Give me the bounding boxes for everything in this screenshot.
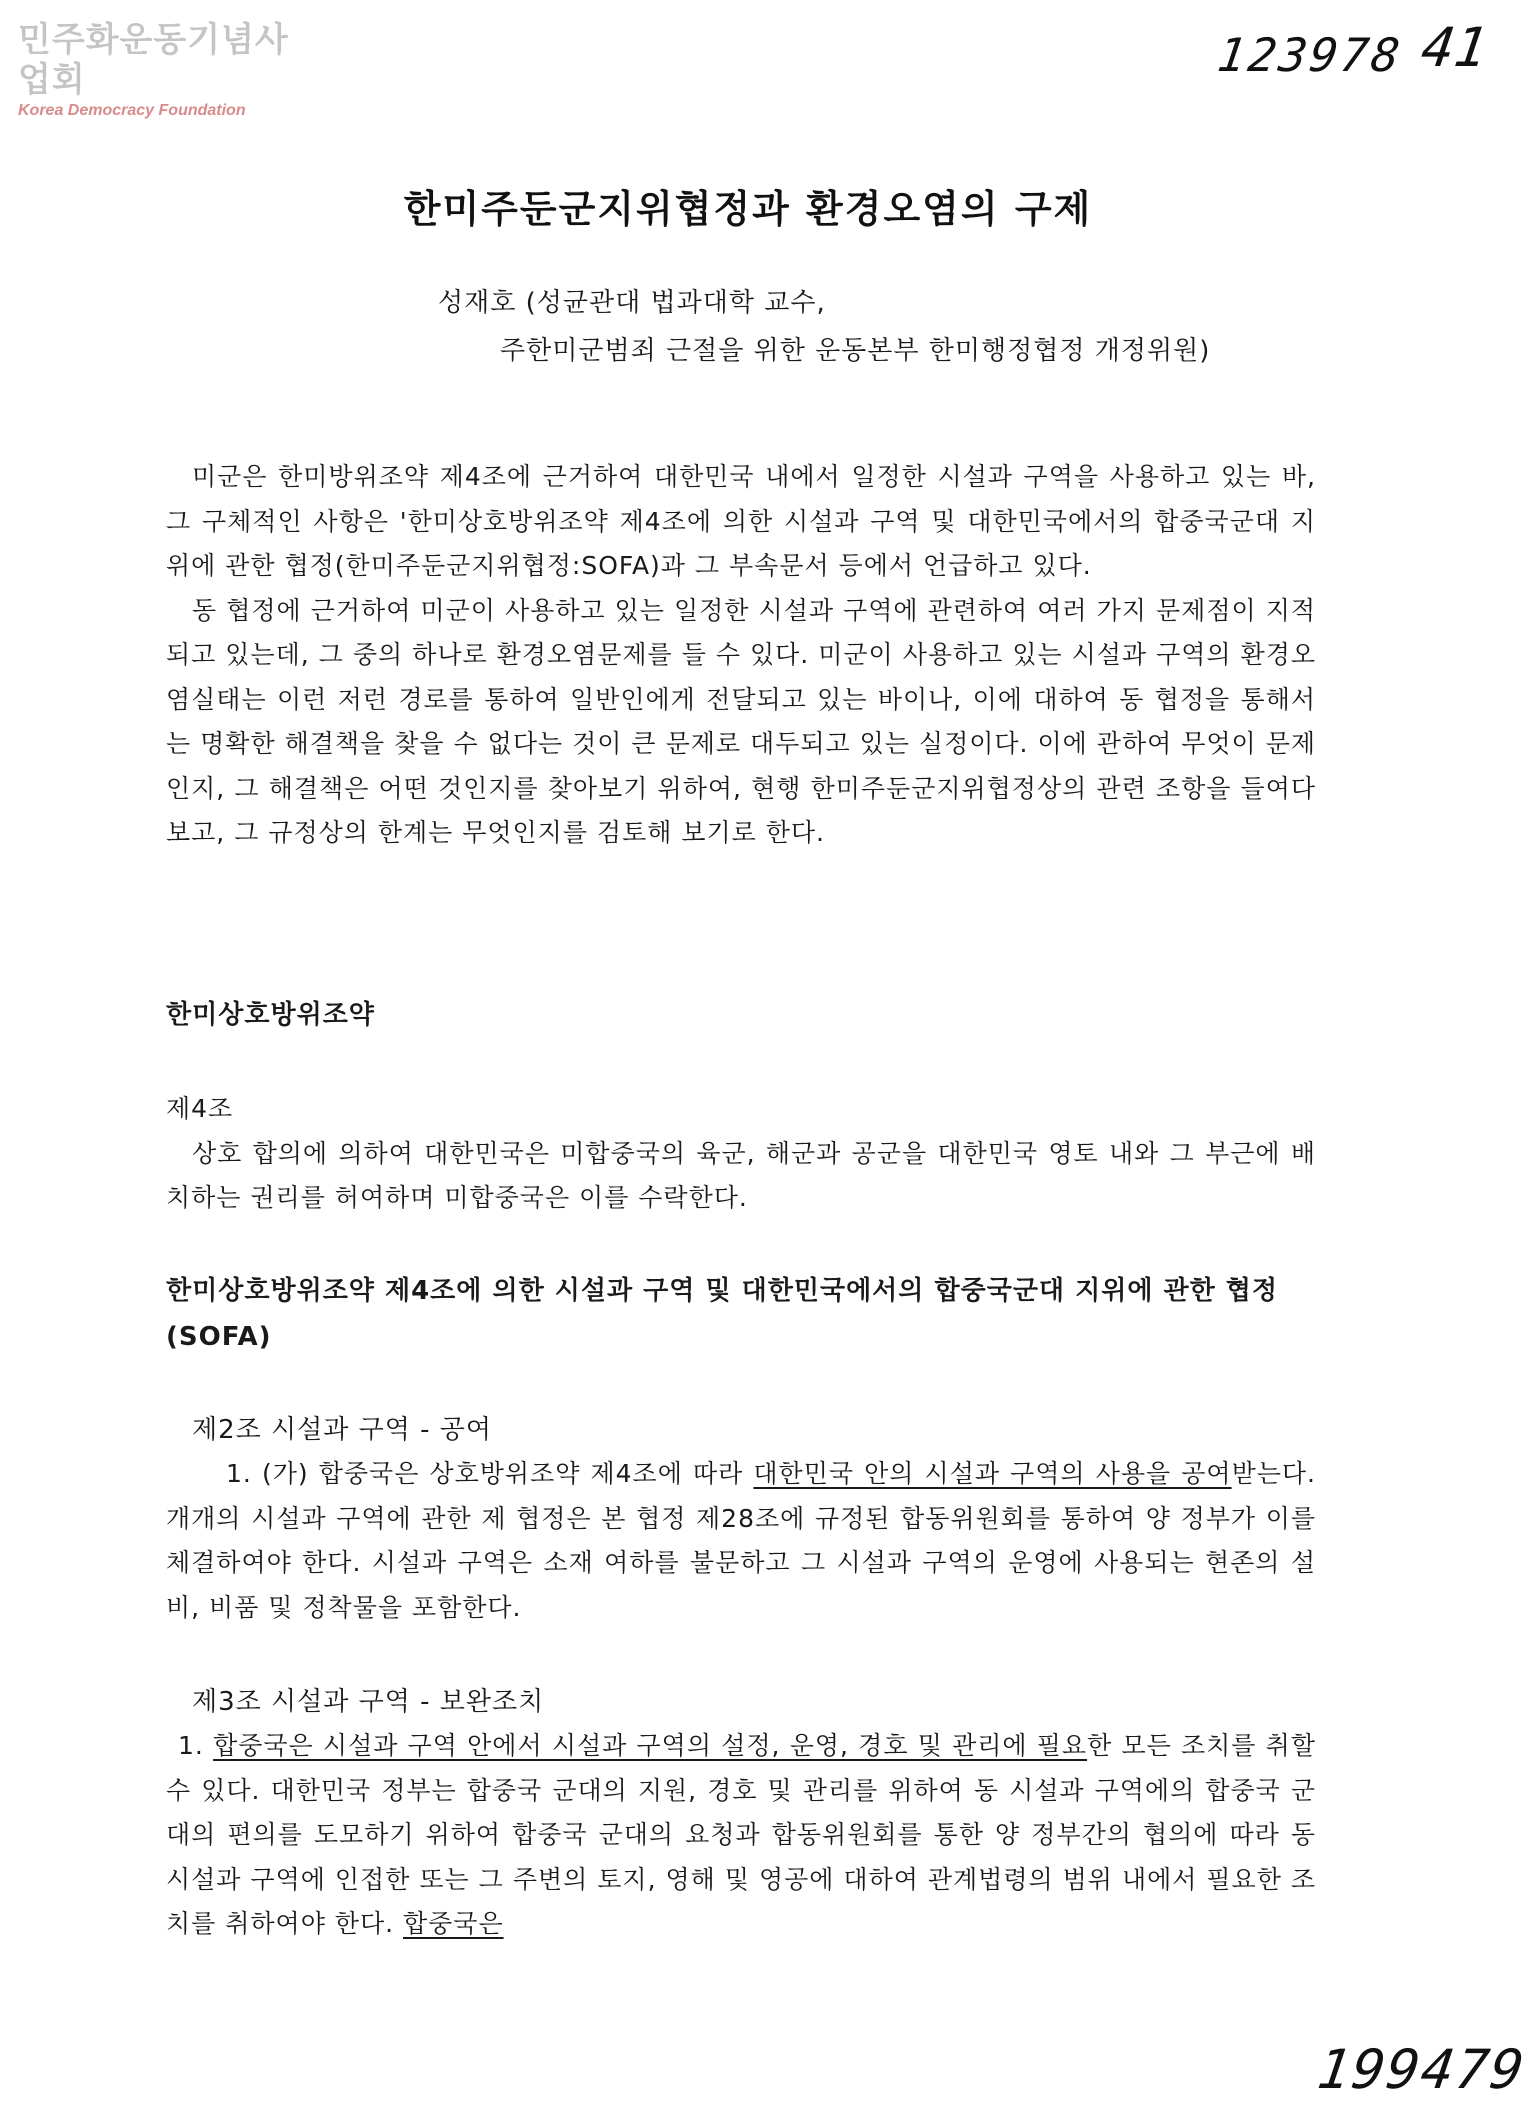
article-3-text-start: 1. [178, 1731, 214, 1760]
foundation-watermark [18, 20, 318, 120]
author-line-1: 성재호 (성균관대 법과대학 교수, [438, 288, 826, 318]
watermark-english: Korea Democracy Foundation [18, 102, 246, 119]
sofa-heading: 한미상호방위조약 제4조에 의한 시설과 구역 및 대한민국에서의 합중국군대 지위에 관한 협정(SOFA) [166, 1276, 1279, 1352]
article-2-text [166, 1452, 1316, 1630]
document-title: 한미주둔군지위협정과 환경오염의 구제 [403, 187, 1093, 231]
handwritten-page-number: 41 [1417, 16, 1492, 79]
watermark-korean: 민주화운동기념사업회 [18, 20, 289, 100]
article-3-underlined-text: 합중국은 시설과 구역 안에서 시설과 구역의 설정, 운영, 경호 및 관리에 필요 [213, 1731, 1088, 1760]
article-2-underlined-text: 대한민국 안의 시설과 구역의 사용을 공여 [753, 1459, 1232, 1488]
intro-paragraph-2: 동 협정에 근거하여 미군이 사용하고 있는 일정한 시설과 구역에 관련하여 여러 가지 문제점이 지적되고 있는데, 그 중의 하나로 환경오염문제를 들 수 있다. 미군이 사용하고 있는 시설과 구역의 환경오염실태는 이런 저런 경로를 통하여 일반인에게 전달되고 있는 바이나, 이에 대하여 동 협정을 통해서는 명확한 해결책을 찾을 수 없다는 것이 큰 문제로 대두되고 있는 실정이다. 이에 관하여 무엇이 문제인지, 그 해결책은 어떤 것인지를 찾아보기 위하여, 현행 한미주둔군지위협정상의 관련 조항을 들여다보고, 그 규정상의 한계는 무엇인지를 검토해 보기로 한다. [166, 595, 1316, 847]
article-3-title: 제3조 시설과 구역 - 보완조치 [192, 1687, 545, 1717]
handwritten-document-number: 123978 [1214, 28, 1406, 82]
article-2-title: 제2조 시설과 구역 - 공여 [192, 1415, 493, 1445]
article-3-text [166, 1724, 1316, 1947]
treaty-article-number: 제4조 [166, 1094, 234, 1123]
article-3-underlined-text-end: 합중국은 [403, 1909, 504, 1938]
sofa-article-3 [166, 1680, 1316, 1947]
author-line-2: 주한미군범죄 근절을 위한 운동본부 한미행정협정 개정위원) [500, 336, 1211, 366]
article-3-text-middle: 한 모든 조치를 취할 수 있다. 대한민국 정부는 합중국 군대의 지원, 경호 및 관리를 위하여 동 시설과 구역에의 합중국 군대의 편의를 도모하기 위하여 합중국 군대의 요청과 합동위원회를 통한 양 정부간의 협의에 따라 동 시설과 구역에 인접한 또는 그 주변의 토지, 영해 및 영공에 대하여 관계법령의 범위 내에서 필요한 조치를 취하여야 한다. [166, 1731, 1316, 1938]
handwritten-archive-number: 199479 [1313, 2038, 1530, 2101]
sofa-article-2 [166, 1408, 1316, 1630]
article-2-text-end: 받는다. 개개의 시설과 구역에 관한 제 협정은 본 협정 제28조에 규정된 합동위원회를 통하여 양 정부가 이를 체결하여야 한다. 시설과 구역은 소재 여하를 불문하고 그 시설과 구역의 운영에 사용되는 현존의 설비, 비품 및 정착물을 포함한다. [166, 1459, 1316, 1622]
intro-section [166, 455, 1316, 856]
article-2-text-start: 1. (가) 합중국은 상호방위조약 제4조에 따라 [226, 1459, 754, 1488]
treaty-article-section [166, 1087, 1316, 1221]
intro-paragraph-1: 미군은 한미방위조약 제4조에 근거하여 대한민국 내에서 일정한 시설과 구역을 사용하고 있는 바, 그 구체적인 사항은 '한미상호방위조약 제4조에 의한 시설과 구역 및 대한민국에서의 합중국군대 지위에 관한 협정(한미주둔군지위협정:SOFA)과 그 부속문서 등에서 언급하고 있다. [166, 462, 1316, 580]
treaty-article-text: 상호 합의에 의하여 대한민국은 미합중국의 육군, 해군과 공군을 대한민국 영토 내와 그 부근에 배치하는 권리를 허여하며 미합중국은 이를 수락한다. [166, 1138, 1316, 1212]
sofa-section [166, 1268, 1316, 1360]
treaty-heading: 한미상호방위조약 [166, 1000, 375, 1030]
treaty-section [166, 993, 1316, 1037]
